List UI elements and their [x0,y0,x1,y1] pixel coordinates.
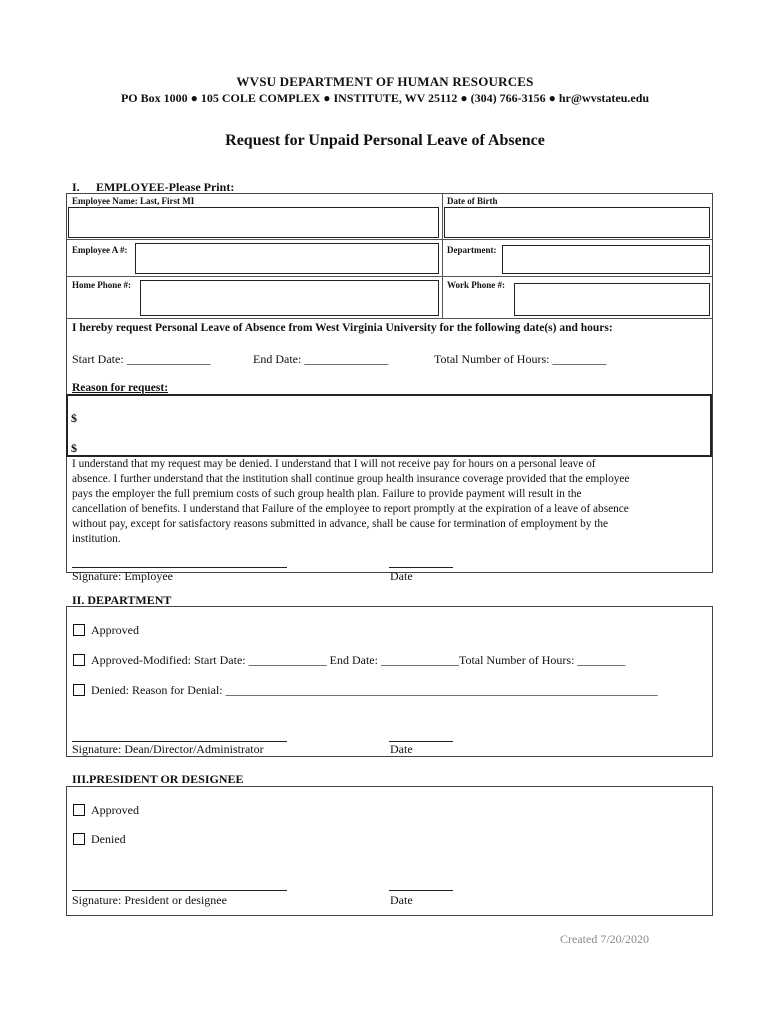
section1-number: I. [72,180,80,194]
employee-name-field[interactable] [68,207,439,238]
employee-name-label: Employee Name: Last, First MI [72,196,195,206]
total-hours-line[interactable]: Total Number of Hours: _________ [434,352,607,366]
bullet-marker: $ [71,411,77,425]
president-date-line[interactable] [389,890,453,891]
president-approved-checkbox[interactable] [73,804,85,816]
org-address: PO Box 1000 ● 105 COLE COMPLEX ● INSTITUTE, WV 25112 ● (304) 766-3156 ● hr@wvstateu.edu [120,91,650,105]
department-section-box [66,606,713,757]
employee-date-label: Date [390,569,413,583]
request-statement: I hereby request Personal Leave of Absence from West Virginia University for the following date(s) and hours: [72,322,613,334]
start-date-line[interactable]: Start Date: ______________ [72,352,211,366]
bullet-marker: $ [71,441,77,455]
work-phone-label: Work Phone #: [447,280,506,290]
section1-heading: EMPLOYEE-Please Print: [96,180,235,194]
dept-denied-label: Denied: Reason for Denial: ________________________________________________________________________ [91,683,658,697]
employee-id-label: Employee A #: [72,245,128,255]
president-approved-label: Approved [91,803,139,817]
reason-field[interactable] [66,394,712,457]
president-signature-label: Signature: President or designee [72,893,227,907]
date-of-birth-field[interactable] [444,207,710,238]
acknowledgement-line: pays the employer the full premium costs of such group health plan. Failure to provide payment will result in the [72,488,582,500]
department-label: Department: [447,245,497,255]
dept-date-label: Date [390,742,413,756]
home-phone-label: Home Phone #: [72,280,131,290]
section2-heading: II. DEPARTMENT [72,593,172,607]
home-phone-field[interactable] [140,280,439,316]
row-separator [66,276,713,277]
form-title: Request for Unpaid Personal Leave of Absence [225,132,545,149]
org-heading: WVSU DEPARTMENT OF HUMAN RESOURCES [236,74,534,89]
section3-heading: III.PRESIDENT OR DESIGNEE [72,772,244,786]
department-field[interactable] [502,245,710,274]
acknowledgement-line: cancellation of benefits. I understand that Failure of the employee to report promptly at the expiration of a leave of absence [72,503,629,515]
employee-date-line[interactable] [389,567,453,568]
dept-approved-modified-checkbox[interactable] [73,654,85,666]
employee-id-field[interactable] [135,243,439,274]
acknowledgement-line: I understand that my request may be denied. I understand that I will not receive pay for hours on a personal leave of [72,458,596,470]
dept-approved-checkbox[interactable] [73,624,85,636]
dept-signature-label: Signature: Dean/Director/Administrator [72,742,264,756]
work-phone-field[interactable] [514,283,710,316]
acknowledgement-line: without pay, except for satisfactory reasons submitted in advance, shall be cause for termination of employment by the [72,518,609,530]
dept-denied-checkbox[interactable] [73,684,85,696]
dept-approved-modified-label: Approved-Modified: Start Date: _____________ End Date: _____________Total Number of Hours: ________ [91,653,626,667]
row-separator [66,318,713,319]
president-denied-label: Denied [91,832,126,846]
acknowledgement-line: institution. [72,533,121,545]
president-date-label: Date [390,893,413,907]
row-separator [66,239,713,240]
created-date: Created 7/20/2020 [560,932,649,946]
president-denied-checkbox[interactable] [73,833,85,845]
dept-approved-label: Approved [91,623,139,637]
president-signature-line[interactable] [72,890,287,891]
acknowledgement-line: absence. I further understand that the institution shall continue group health insurance coverage provided that the employee [72,473,630,485]
end-date-line[interactable]: End Date: ______________ [253,352,389,366]
field-column-divider [442,193,443,318]
reason-label: Reason for request: [72,382,169,394]
employee-signature-label: Signature: Employee [72,569,173,583]
date-of-birth-label: Date of Birth [447,196,498,206]
employee-signature-line[interactable] [72,567,287,568]
